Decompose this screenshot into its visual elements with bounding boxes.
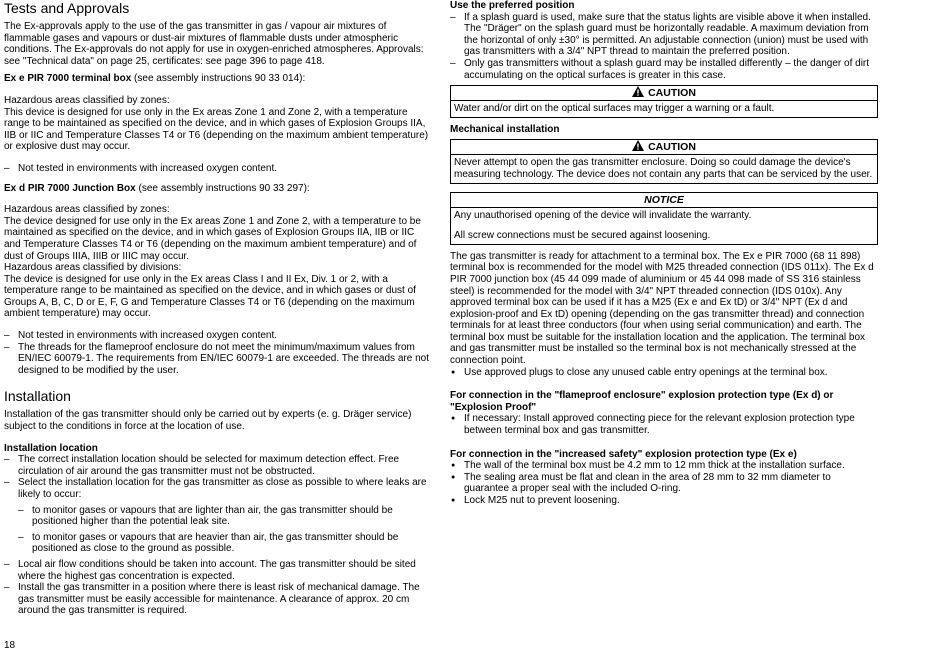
location-item-select: – Select the installation location for the gas transmitter as close as possible to where leaks are likely to occur:: [4, 477, 432, 500]
exd-zones-label: Hazardous areas classified by zones:: [4, 204, 170, 216]
notice-body: [451, 208, 877, 244]
plugs-bullet: ● Use approved plugs to close any unused cable entry openings at the terminal box.: [450, 367, 878, 379]
increased-safety-heading: For connection in the "increased safety" explosion protection type (Ex e): [450, 448, 797, 460]
location-subitem-lighter: – to monitor gases or vapours that are lighter than air, the gas transmitter should be positioned higher than the potential leak site.: [18, 505, 432, 528]
safety-bullet-wall: ● The wall of the terminal box must be 4.2 mm to 12 mm thick at the installation surface.: [450, 460, 878, 472]
warning-icon: [632, 86, 644, 97]
exd-heading-rest: (see assembly instructions 90 33 297):: [135, 182, 310, 194]
right-column: [450, 0, 878, 507]
exd-heading-bold: Ex d PIR 7000 Junction Box: [4, 182, 136, 194]
safety-bullet-lock-nut: ● Lock M25 nut to prevent loosening.: [450, 495, 878, 507]
safety-bullet-sealing: ● The sealing area must be flat and clean in the area of 28 mm to 32 mm diameter to guarantee a proper seal with the included O-ring.: [450, 472, 878, 495]
exe-zones-text: This device is designed for use only in the Ex areas Zone 1 and Zone 2, with a temperature range to be maintained as specified on the device, and in which gases of Explosion Groups IIA, IIB or IIC and Temperature Classes T4 or T6 (depending on the maximum ambient temperature) or explosive dust may occur.: [4, 106, 429, 153]
exd-div-text: The device is designed for use only in the Ex areas Class I and II Ex, Div. 1 or 2, with a temperature range to be maintained as specified on the device, and in which gases or dust of Groups A, B, C, D or E, F, G and Temperature Classes T4 or T6 (depending on the maximum ambient temperature) may occur.: [4, 273, 416, 320]
preferred-position-heading: Use the preferred position: [450, 0, 575, 11]
exe-note: – Not tested in environments with increased oxygen content.: [4, 163, 432, 175]
terminal-box-paragraph: The gas transmitter is ready for attachment to a terminal box. The Ex e PIR 7000 (68 11 898) terminal box is recommended for the model with M25 threaded connection (IDS 011x). The Ex d PIR 7000 junction box (45 44 099 made of aluminium or 45 44 098 made of SS 316 stainless steel) is recommended for the model with 3/4" NPT threaded connection (IDS 010x). Any approved terminal box can be used if it has a M25 (Ex e and Ex tD) or 3/4" NPT (Ex d and explosion-proof and Ex tD) opening (depending on the gas transmitter thread) and connection terminals for at least three conductors (four when using serial communication) and earth. The terminal box must be suitable for the installation location and the application. The terminal box and gas transmitter must be installed so the terminal box is not mechanically stressed at the connection point.: [450, 250, 874, 367]
exe-heading-rest: (see assembly instructions 90 33 014):: [131, 73, 306, 85]
notice-header: NOTICE: [451, 193, 877, 208]
exe-heading: [4, 73, 432, 85]
location-item-mechanical: – Install the gas transmitter in a position where there is least risk of mechanical damage. The gas transmitter must be easily accessible for maintenance. A clearance of approx. 20 cm around the gas transmitter is required.: [4, 582, 432, 617]
exd-zones-text: The device designed for use only in the Ex areas Zone 1 and Zone 2, with a temperature to be maintained as specified on the device, and in which gases of Explosion Groups IIA, IIB or IIC and Temperature Classes T4 or T6 (depending on the maximum ambient temperature) and of dust of Groups IIIA, IIIB or IIIC may occur.: [4, 215, 421, 262]
caution-label: CAUTION: [648, 87, 696, 100]
approvals-paragraph: The Ex-approvals apply to the use of the gas transmitter in gas / vapour air mixtures of flammable gases and vapours or dust-air mixtures of flammable dusts under atmospheric conditions. The Ex-approvals do not apply for use in oxygen-enriched atmospheres. Approvals: see "Technical data" on page 25, certificates: see page 396 to page 418.: [4, 21, 424, 67]
location-subitem-heavier: – to monitor gases or vapours that are heavier than air, the gas transmitter should be positioned as close to the ground as possible.: [18, 532, 432, 555]
installation-location-heading: Installation location: [4, 442, 98, 454]
exd-note-oxygen: – Not tested in environments with increased oxygen content.: [4, 330, 432, 342]
caution-text-optical: Water and/or dirt on the optical surfaces may trigger a warning or a fault.: [454, 103, 775, 115]
notice-box: [450, 192, 878, 245]
warning-icon: [632, 140, 644, 151]
installation-paragraph: Installation of the gas transmitter should only be carried out by experts (e. g. Dräger service) subject to the conditions in force at the location of use.: [4, 409, 412, 433]
exd-note-threads: – The threads for the flameproof enclosure do not meet the minimum/maximum values from EN/IEC 60079-1. The requirements from EN/IEC 60079-1 are exceeded. The threads are not designed to be modified by the user.: [4, 342, 432, 377]
exd-heading: [4, 183, 432, 195]
caution-box-enclosure: [450, 139, 878, 183]
page-number: 18: [4, 640, 16, 651]
notice-text-screws: All screw connections must be secured against loosening.: [454, 230, 711, 242]
location-item-detection: – The correct installation location should be selected for maximum detection effect. Free circulation of air around the gas transmitter must not be obstructed.: [4, 454, 432, 477]
flameproof-heading: For connection in the "flameproof enclosure" explosion protection type (Ex d) or "Explosion Proof": [450, 390, 834, 413]
mechanical-installation-heading: Mechanical installation: [450, 123, 560, 135]
exe-heading-bold: Ex e PIR 7000 terminal box: [4, 73, 132, 85]
section-title-tests-approvals: Tests and Approvals: [4, 0, 130, 16]
notice-text-warranty: Any unauthorised opening of the device will invalidate the warranty.: [454, 209, 752, 221]
flameproof-bullet: ● If necessary: Install approved connecting piece for the relevant explosion protection type between terminal box and gas transmitter.: [450, 413, 878, 436]
caution-text-enclosure: Never attempt to open the gas transmitter enclosure. Doing so could damage the device's measuring technology. The device does not contain any parts that can be serviced by the user.: [454, 157, 873, 180]
caution-header: [451, 140, 877, 155]
caution-box-optical: [450, 85, 878, 118]
left-column: [4, 0, 432, 617]
caution-header: [451, 86, 877, 101]
preferred-item-splash-guard: – If a splash guard is used, make sure that the status lights are visible above it when installed. The "Dräger" on the splash guard must be horizontally readable. A maximum deviation from the horizontal of only ±30° is permitted. An adjustable connection (union) must be used with gas transmitters with a 3/4" NPT thread to maintain the preferred position.: [450, 12, 878, 58]
caution-label: CAUTION: [648, 141, 696, 154]
exd-div-label: Hazardous areas classified by divisions:: [4, 262, 182, 274]
location-item-airflow: – Local air flow conditions should be taken into account. The gas transmitter should be sited where the highest gas concentration is expected.: [4, 559, 432, 582]
exe-zones-label: Hazardous areas classified by zones:: [4, 94, 170, 106]
preferred-item-no-splash-guard: – Only gas transmitters without a splash guard may be installed differently – the danger of dirt accumulating on the optical surfaces is greater in this case.: [450, 58, 878, 81]
section-title-installation: Installation: [4, 388, 71, 405]
